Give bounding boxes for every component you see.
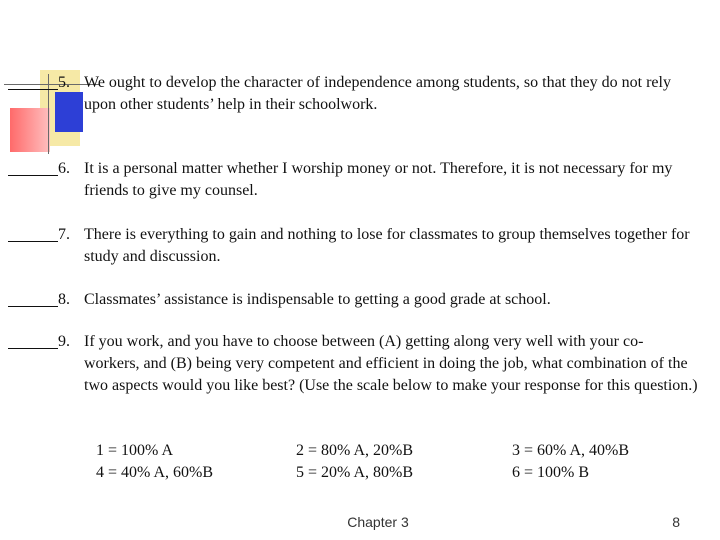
answer-blank-5[interactable] [8,73,58,90]
question-text: There is everything to gain and nothing to lose for classmates to group themselves together for study and discussion. [84,226,690,265]
footer-chapter: Chapter 3 [347,514,409,530]
question-number: 5. [58,74,70,91]
answer-blank-7[interactable] [8,225,58,242]
scale-option-3: 3 = 60% A, 40%B [512,442,630,459]
question-number: 7. [58,226,70,243]
scale-option-1: 1 = 100% A [96,442,174,459]
question-8 [8,289,698,311]
scale-row [96,462,656,484]
question-number: 6. [58,160,70,177]
question-7 [8,224,698,268]
scale-option-4: 4 = 40% A, 60%B [96,464,214,481]
scale-row [96,440,656,462]
question-6 [8,158,698,202]
question-number: 8. [58,291,70,308]
response-scale [96,440,656,484]
question-5 [8,72,698,116]
answer-blank-6[interactable] [8,159,58,176]
question-text: If you work, and you have to choose between (A) getting along very well with your co-workers, and (B) being very competent and efficient in doing the job, what combination of the two aspects would you like best? (Use the scale below to make your response for this question.) [84,333,698,394]
scale-option-2: 2 = 80% A, 20%B [296,442,414,459]
question-text: We ought to develop the character of independence among students, so that they do not rely upon other students’ help in their schoolwork. [84,74,671,113]
answer-blank-9[interactable] [8,332,58,349]
scale-option-5: 5 = 20% A, 80%B [296,464,414,481]
question-text: It is a personal matter whether I worship money or not. Therefore, it is not necessary for my friends to give my counsel. [84,160,673,199]
scale-option-6: 6 = 100% B [512,464,590,481]
question-number: 9. [58,333,70,350]
answer-blank-8[interactable] [8,290,58,307]
footer-page-number: 8 [672,514,680,530]
question-text: Classmates’ assistance is indispensable to getting a good grade at school. [84,291,551,308]
question-9 [8,331,698,397]
